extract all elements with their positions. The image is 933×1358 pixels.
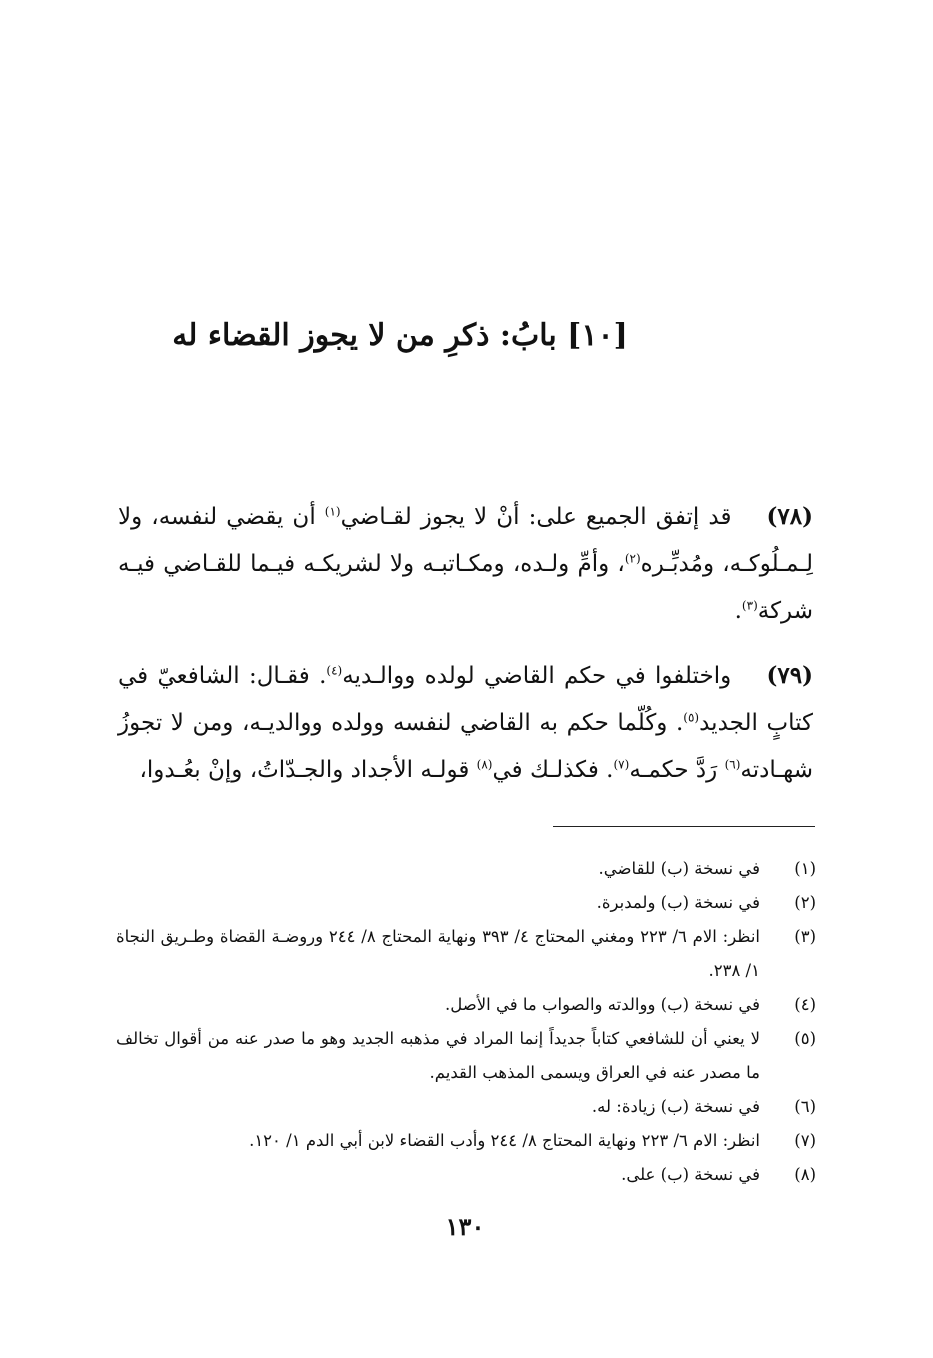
footnote-text: انظر: الام ٦/ ٢٢٣ ونهاية المحتاج ٨/ ٢٤٤ وأدب القضاء لابن أبي الدم ١/ ١٢٠. <box>249 1131 760 1150</box>
footnote-text: لا يعني أن للشافعي كتاباً جديداً إنما المراد في مذهبه الجديد وهو ما صدر عنه من أقوال تخالف ما مصدر عنه في العراق ويسمى المذهب القديم. <box>116 1029 760 1082</box>
footnote-item <box>116 988 816 1022</box>
footnote-text: في نسخة (ب) ولمدبرة. <box>596 893 760 912</box>
footnote-ref: (٨) <box>476 757 493 772</box>
footnote-item <box>116 886 816 920</box>
footnote-ref: (٤) <box>326 663 343 678</box>
footnote-item <box>116 1022 816 1090</box>
footnote-text: في نسخة (ب) ووالدته والصواب ما في الأصل. <box>445 995 760 1014</box>
footnote-number: (١) <box>794 859 816 878</box>
paragraph-text: . <box>734 598 742 624</box>
footnote-ref: (٥) <box>683 710 700 725</box>
footnote-text: في نسخة (ب) على. <box>621 1165 760 1184</box>
paragraph-text: قولـه الأجداد والجـدّاتُ، وإنْ بعُـدوا، <box>139 757 477 783</box>
main-text <box>118 493 813 811</box>
paragraph-text: . فقـال: الشافعيّ في كتابٍ الجديد <box>118 663 813 736</box>
footnote-ref: (٢) <box>624 551 641 566</box>
footnote-number: (٥) <box>794 1029 816 1048</box>
footnote-text: في نسخة (ب) للقاضي. <box>598 859 760 878</box>
paragraph-text: . فكذلـك في <box>492 757 614 783</box>
paragraph-text: واختلفوا في حكم القاضي لولده ووالـديه <box>342 663 732 689</box>
footnote-number: (٧) <box>794 1131 816 1150</box>
paragraph-text: أن يقضي لنفسه، ولا لِـمـلُوكـه، ومُدبِّـره <box>118 504 813 577</box>
page-number: ١٣٠ <box>445 1212 485 1241</box>
footnote-text: انظر: الام ٦/ ٢٢٣ ومغني المحتاج ٤/ ٣٩٣ ونهاية المحتاج ٨/ ٢٤٤ وروضـة القضاة وطـريق النجاة ١/ ٢٣٨. <box>116 927 761 980</box>
footnote-number: (٢) <box>794 893 816 912</box>
footnote-item <box>116 1124 816 1158</box>
paragraph-text: ، وأمِّ ولـده، ومكـاتبـه ولا لشريكـه فيـما للقـاضي فيـه شركة <box>118 551 813 624</box>
footnote-ref: (٧) <box>613 757 630 772</box>
paragraph-text: قد إتفق الجميع على: أنْ لا يجوز لقـاضي <box>340 504 732 530</box>
paragraph-number: (٧٩) <box>766 662 814 689</box>
footnote-item <box>116 852 816 886</box>
footnote-text: في نسخة (ب) زيادة: له. <box>591 1097 760 1116</box>
footnote-number: (٨) <box>794 1165 816 1184</box>
footnote-item <box>116 920 816 988</box>
footnotes <box>116 852 816 1192</box>
paragraph-79 <box>118 652 813 794</box>
chapter-title: [١٠] بابُ: ذكرِ من لا يجوز القضاء له <box>172 318 628 353</box>
paragraph-number: (٧٨) <box>766 503 814 530</box>
paragraph-78 <box>118 493 813 635</box>
paragraph-text: . وكُلّما حكم به القاضي لنفسه وولده ووالديـه، ومن لا تجوزُ شهـادته <box>118 710 813 783</box>
footnote-ref: (٣) <box>741 598 758 613</box>
footnote-ref: (٦) <box>724 757 741 772</box>
footnote-ref: (١) <box>324 504 341 519</box>
footnote-number: (٤) <box>794 995 816 1014</box>
footnote-divider <box>553 826 815 827</box>
paragraph-text: رَدَّ حكمـه <box>629 757 725 783</box>
footnote-number: (٦) <box>794 1097 816 1116</box>
footnote-item <box>116 1090 816 1124</box>
footnote-number: (٣) <box>794 927 816 946</box>
footnote-item <box>116 1158 816 1192</box>
